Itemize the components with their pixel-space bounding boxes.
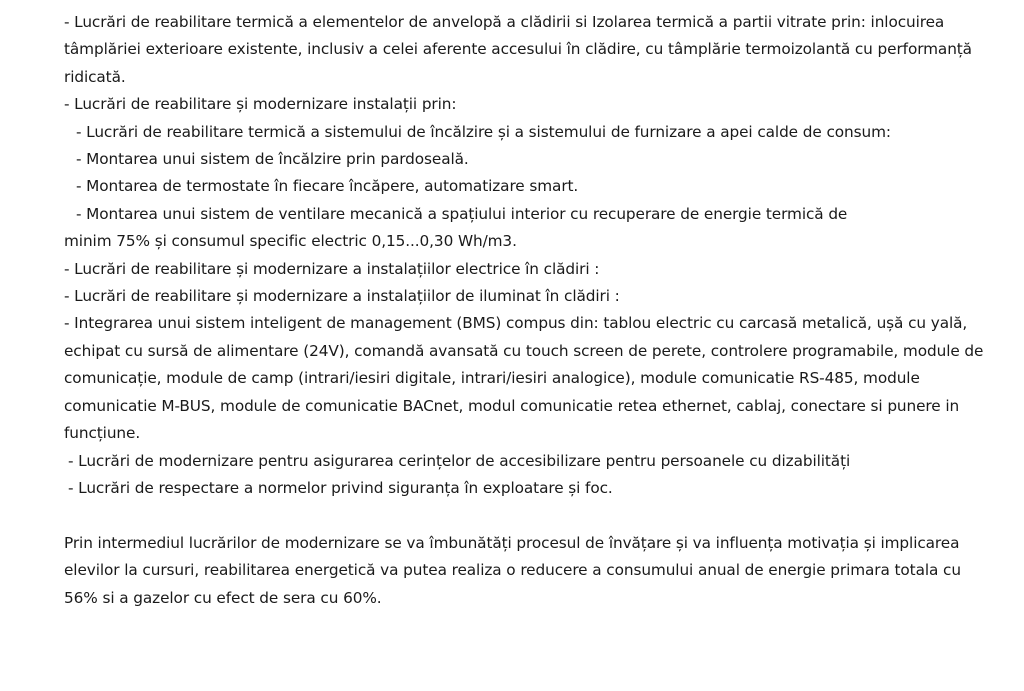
- paragraph-accessibility: - Lucrări de modernizare pentru asigurarea cerințelor de accesibilizare pentru persoanele cu dizabilități: [68, 451, 851, 470]
- paragraph-lighting: - Lucrări de reabilitare și modernizare a instalațiilor de iluminat în clădiri :: [64, 287, 620, 306]
- paragraph-thermostats: - Montarea de termostate în fiecare încăpere, automatizare smart.: [76, 177, 579, 196]
- paragraph-fire-safety: - Lucrări de respectare a normelor privind siguranța în exploatare și foc.: [68, 478, 613, 497]
- paragraph-installations: - Lucrări de reabilitare și modernizare instalații prin:: [64, 95, 457, 114]
- paragraph-ventilation-line2: minim 75% și consumul specific electric 0,15...0,30 Wh/m3.: [64, 232, 517, 251]
- paragraph-thermal-envelope: - Lucrări de reabilitare termică a elementelor de anvelopă a clădirii si Izolarea termică a partii vitrate prin: inlocuirea tâmplăriei exterioare existente, inclusiv a celei aferente accesului în clădire, cu tâmplărie termoizolantă cu performanță ridicată.: [64, 13, 977, 86]
- paragraph-spacer: [64, 502, 984, 529]
- paragraph-electrical: - Lucrări de reabilitare și modernizare a instalațiilor electrice în clădiri :: [64, 259, 600, 278]
- paragraph-ventilation-line1: - Montarea unui sistem de ventilare mecanică a spațiului interior cu recuperare de energie termică de: [76, 204, 848, 223]
- paragraph-bms: - Integrarea unui sistem inteligent de management (BMS) compus din: tablou electric cu carcasă metalică, ușă cu yală, echipat cu sursă de alimentare (24V), comandă avansată cu touch screen de perete, controlere programabile, module de comunicație, module de camp (intrari/iesiri digitale, intrari/iesiri analogice), module comunicatie RS-485, module comunicatie M-BUS, module de comunicatie BACnet, modul comunicatie retea ethernet, cablaj, conectare si punere in funcțiune.: [64, 314, 989, 443]
- paragraph-conclusion: Prin intermediul lucrărilor de modernizare se va îmbunătăți procesul de învățare și va influența motivația și implicarea elevilor la cursuri, reabilitarea energetică va putea realiza o reducere a consumului anual de energie primara totala cu 56% si a gazelor cu efect de sera cu 60%.: [64, 533, 966, 607]
- paragraph-floor-heating: - Montarea unui sistem de încălzire prin pardoseală.: [76, 150, 469, 169]
- paragraph-heating-system: - Lucrări de reabilitare termică a sistemului de încălzire și a sistemului de furnizare a apei calde de consum:: [76, 122, 891, 141]
- document-body: [64, 9, 989, 612]
